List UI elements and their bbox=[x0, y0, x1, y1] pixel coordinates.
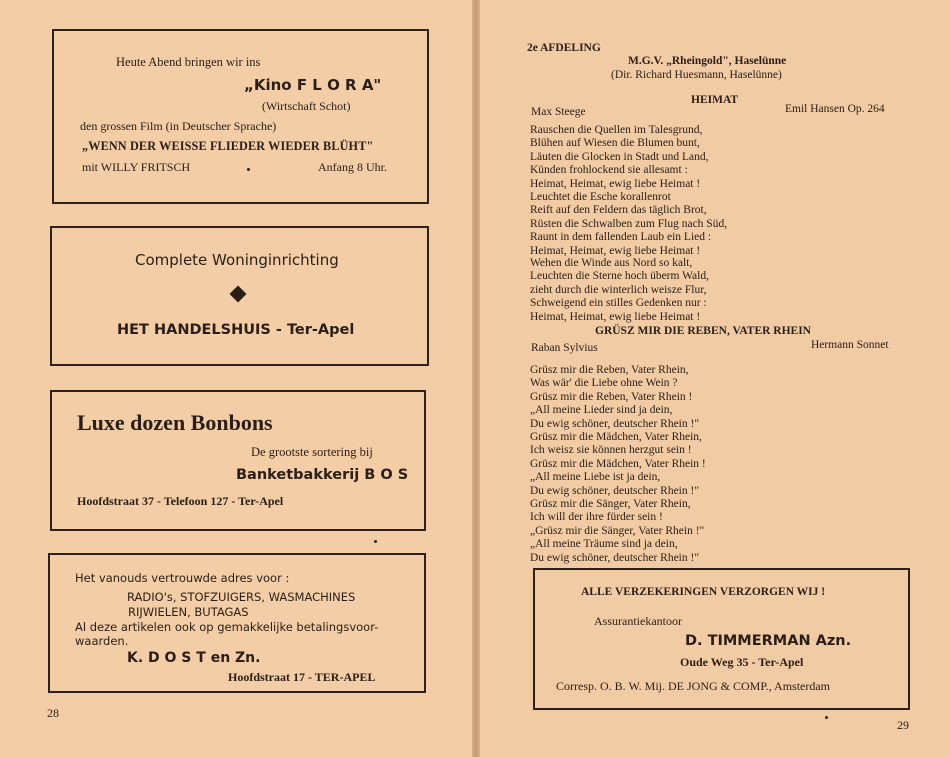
dost-ad-products-2: RIJWIELEN, BUTAGAS bbox=[128, 605, 249, 619]
page-number-right: 29 bbox=[897, 718, 909, 732]
insurance-ad-office: Assurantiekantoor bbox=[594, 614, 682, 628]
kino-ad-time: Anfang 8 Uhr. bbox=[318, 160, 387, 174]
song1-verse-3: Wehen die Winde aus Nord so kalt, Leuchten die Sterne hoch überm Wald, zieht durch die winterlich weisze Flur, Schweigend ein stilles Gedenken nur : Heimat, Heimat, ewig liebe Heimat ! bbox=[530, 257, 709, 323]
insurance-ad-address: Oude Weg 35 - Ter-Apel bbox=[680, 655, 804, 669]
dost-ad-intro: Het vanouds vertrouwde adres voor : bbox=[75, 571, 290, 585]
song2-verse-2: Grüsz mir die Mädchen, Vater Rhein, Ich weisz sie können herzgut sein ! Grüsz mir die Mädchen, Vater Rhein ! „All meine Liebe ist ja dein, Du ewig schöner, deutscher Rhein !" bbox=[530, 431, 706, 497]
insurance-ad-corresp: Corresp. O. B. W. Mij. DE JONG & COMP., Amsterdam bbox=[556, 679, 831, 693]
bos-ad-shop: Banketbakkerij B O S bbox=[236, 467, 409, 483]
page-number-left: 28 bbox=[47, 706, 59, 720]
song1-verse-2: Leuchtet die Esche korallenrot Reift auf den Feldern das täglich Brot, Rüsten die Schwalben zum Flug nach Süd, Raunt in dem fallenden Laub ein Lied : Heimat, Heimat, ewig liebe Heimat ! bbox=[530, 191, 728, 257]
song1-lyricist: Max Steege bbox=[531, 106, 586, 118]
song2-composer: Hermann Sonnet bbox=[811, 339, 889, 351]
section-heading: 2e AFDELING bbox=[527, 42, 601, 54]
song1-verse-1: Rauschen die Quellen im Talesgrund, Blühen auf Wiesen die Blumen bunt, Läuten die Glocken in Stadt und Land, Künden frohlockend sie allesamt : Heimat, Heimat, ewig liebe Heimat ! bbox=[530, 124, 709, 190]
song1-composer: Emil Hansen Op. 264 bbox=[785, 103, 885, 115]
bos-ad-address: Hoofdstraat 37 - Telefoon 127 - Ter-Apel bbox=[77, 494, 284, 508]
bos-ad-tagline: De grootste sortering bij bbox=[251, 445, 373, 459]
dost-ad-terms-1: Al deze artikelen ook op gemakkelijke betalingsvoor- bbox=[75, 620, 379, 634]
kino-ad-cinema: „Kino F L O R A" bbox=[244, 76, 382, 94]
song2-verse-1: Grüsz mir die Reben, Vater Rhein, Was wär' die Liebe ohne Wein ? Grüsz mir die Reben, Vater Rhein ! „All meine Lieder sind ja dein, Du ewig schöner, deutscher Rhein !" bbox=[530, 364, 700, 430]
book-gutter bbox=[472, 0, 480, 757]
insurance-ad-name: D. TIMMERMAN Azn. bbox=[685, 633, 852, 649]
stray-dot bbox=[374, 540, 377, 543]
bos-ad-headline: Luxe dozen Bonbons bbox=[77, 410, 273, 435]
dost-ad-address: Hoofdstraat 17 - TER-APEL bbox=[228, 670, 376, 684]
song-title-heimat: HEIMAT bbox=[691, 94, 739, 106]
kino-ad-venue: (Wirtschaft Schot) bbox=[262, 99, 351, 113]
handelshuis-ad-name: HET HANDELSHUIS - Ter-Apel bbox=[117, 322, 355, 338]
kino-ad-film-title: „WENN DER WEISSE FLIEDER WIEDER BLÜHT" bbox=[82, 139, 374, 153]
bullet-dot bbox=[247, 168, 250, 171]
kino-ad-star: mit WILLY FRITSCH bbox=[82, 160, 191, 174]
stray-dot bbox=[825, 716, 828, 719]
song2-verse-3: Grüsz mir die Sänger, Vater Rhein, Ich will der ihre fürder sein ! „Grüsz mir die Sänger, Vater Rhein !" „All meine Träume sind ja dein, Du ewig schöner, deutscher Rhein !" bbox=[530, 498, 705, 564]
song2-lyricist: Raban Sylvius bbox=[531, 342, 598, 354]
kino-ad-intro: Heute Abend bringen wir ins bbox=[116, 55, 261, 69]
kino-ad-film-intro: den grossen Film (in Deutscher Sprache) bbox=[80, 119, 277, 133]
dost-ad-terms-2: waarden. bbox=[75, 634, 129, 648]
dost-ad-name: K. D O S T en Zn. bbox=[127, 650, 261, 666]
choir-director: (Dir. Richard Huesmann, Haselünne) bbox=[611, 69, 782, 81]
song-title-vater-rhein: GRÜSZ MIR DIE REBEN, VATER RHEIN bbox=[595, 325, 811, 337]
dost-ad-products-1: RADIO's, STOFZUIGERS, WASMACHINES bbox=[127, 590, 356, 604]
handelshuis-ad-tagline: Complete Woninginrichting bbox=[135, 251, 339, 269]
insurance-ad-headline: ALLE VERZEKERINGEN VERZORGEN WIJ ! bbox=[581, 586, 826, 598]
choir-name: M.G.V. „Rheingold", Haselünne bbox=[628, 55, 787, 67]
